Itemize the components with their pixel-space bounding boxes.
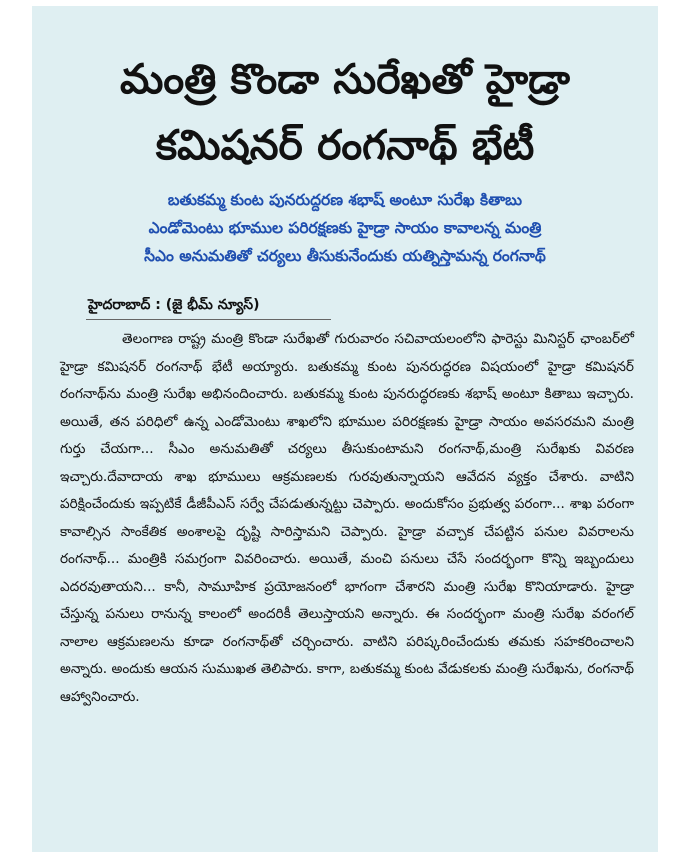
headline — [32, 46, 658, 178]
dateline: హైదరాబాద్ : (జై భీమ్ న్యూస్) — [88, 297, 260, 313]
subheading-3: సీఎం అనుమతితో చర్యలు తీసుకునేందుకు యత్నిస్తామన్న రంగనాథ్ — [144, 247, 546, 265]
headline-line-1: మంత్రి కొండా సురేఖతో హైడ్రా — [120, 55, 570, 103]
headline-line-2: కమిషనర్ రంగనాథ్ భేటీ — [155, 121, 535, 169]
news-article — [32, 6, 658, 852]
article-body: తెలంగాణ రాష్ట్ర మంత్రి కొండా సురేఖతో గురువారం సచివాయలంలోని ఫారెస్టు మినిస్టర్ ఛాంబర్‌లో హైడ్రా కమిషనర్ రంగనాథ్ భేటీ అయ్యారు. బతుకమ్మ కుంట పునరుద్ధరణ విషయంలో హైడ్రా కమిషనర్ రంగనాథ్‌ను మంత్రి సురేఖ అభినందించారు. బతుకమ్మ కుంట పునరుద్ధరణకు శభాష్ అంటూ కితాబు ఇచ్చారు. అయితే, తన పరిధిలో ఉన్న ఎండోమెంటు శాఖలోని భూముల పరిరక్షణకు హైడ్రా సాయం అవసరమని మంత్రి గుర్తు చేయగా... సీఎం అనుమతితో చర్యలు తీసుకుంటామని రంగనాథ్,మంత్రి సురేఖకు వివరణ ఇచ్చారు.దేవాదాయ శాఖ భూములు ఆక్రమణలకు గురవుతున్నాయని ఆవేదన వ్యక్తం చేశారు. వాటిని పరిక్షించేందుకు ఇప్పటికే డీజీపీఎస్ సర్వే చేపడుతున్నట్టు చెప్పారు. అందుకోసం ప్రభుత్వ పరంగా... శాఖ పరంగా కావాల్సిన సాంకేతిక అంశాలపై దృష్టి సారిస్తామని చెప్పారు. హైడ్రా వచ్చాక చేపట్టిన పనుల వివరాలను రంగనాథ్... మంత్రికి సమగ్రంగా వివరించారు. అయితే, మంచి పనులు చేసే సందర్భంగా కొన్ని ఇబ్బందులు ఎదరవుతాయని... కానీ, సామూహిక ప్రయోజనంలో భాగంగా చేశారని మంత్రి సురేఖ కొనియాడారు. హైడ్రా చేస్తున్న పనులు రానున్న కాలంలో అందరికీ తెలుస్తాయని అన్నారు. ఈ సందర్భంగా మంత్రి సురేఖ వరంగల్ నాలాల ఆక్రమణలను కూడా రంగనాథ్‌తో చర్చించారు. వాటిని పరిష్కరించేందుకు తమకు సహకరించాలని అన్నారు. అందుకు ఆయన సుముఖత తెలిపారు. కాగా, బతుకమ్మ కుంట వేడుకలకు మంత్రి సురేఖను, రంగనాథ్ ఆహ్వానించారు. — [60, 331, 634, 705]
subheading-2: ఎండోమెంటు భూముల పరిరక్షణకు హైడ్రా సాయం కావాలన్న మంత్రి — [148, 219, 542, 237]
dateline-underline — [86, 319, 331, 320]
subheadings — [32, 186, 658, 270]
subheading-1: బతుకమ్మ కుంట పునరుద్దరణ శభాష్ అంటూ సురేఖ కితాబు — [167, 191, 523, 209]
